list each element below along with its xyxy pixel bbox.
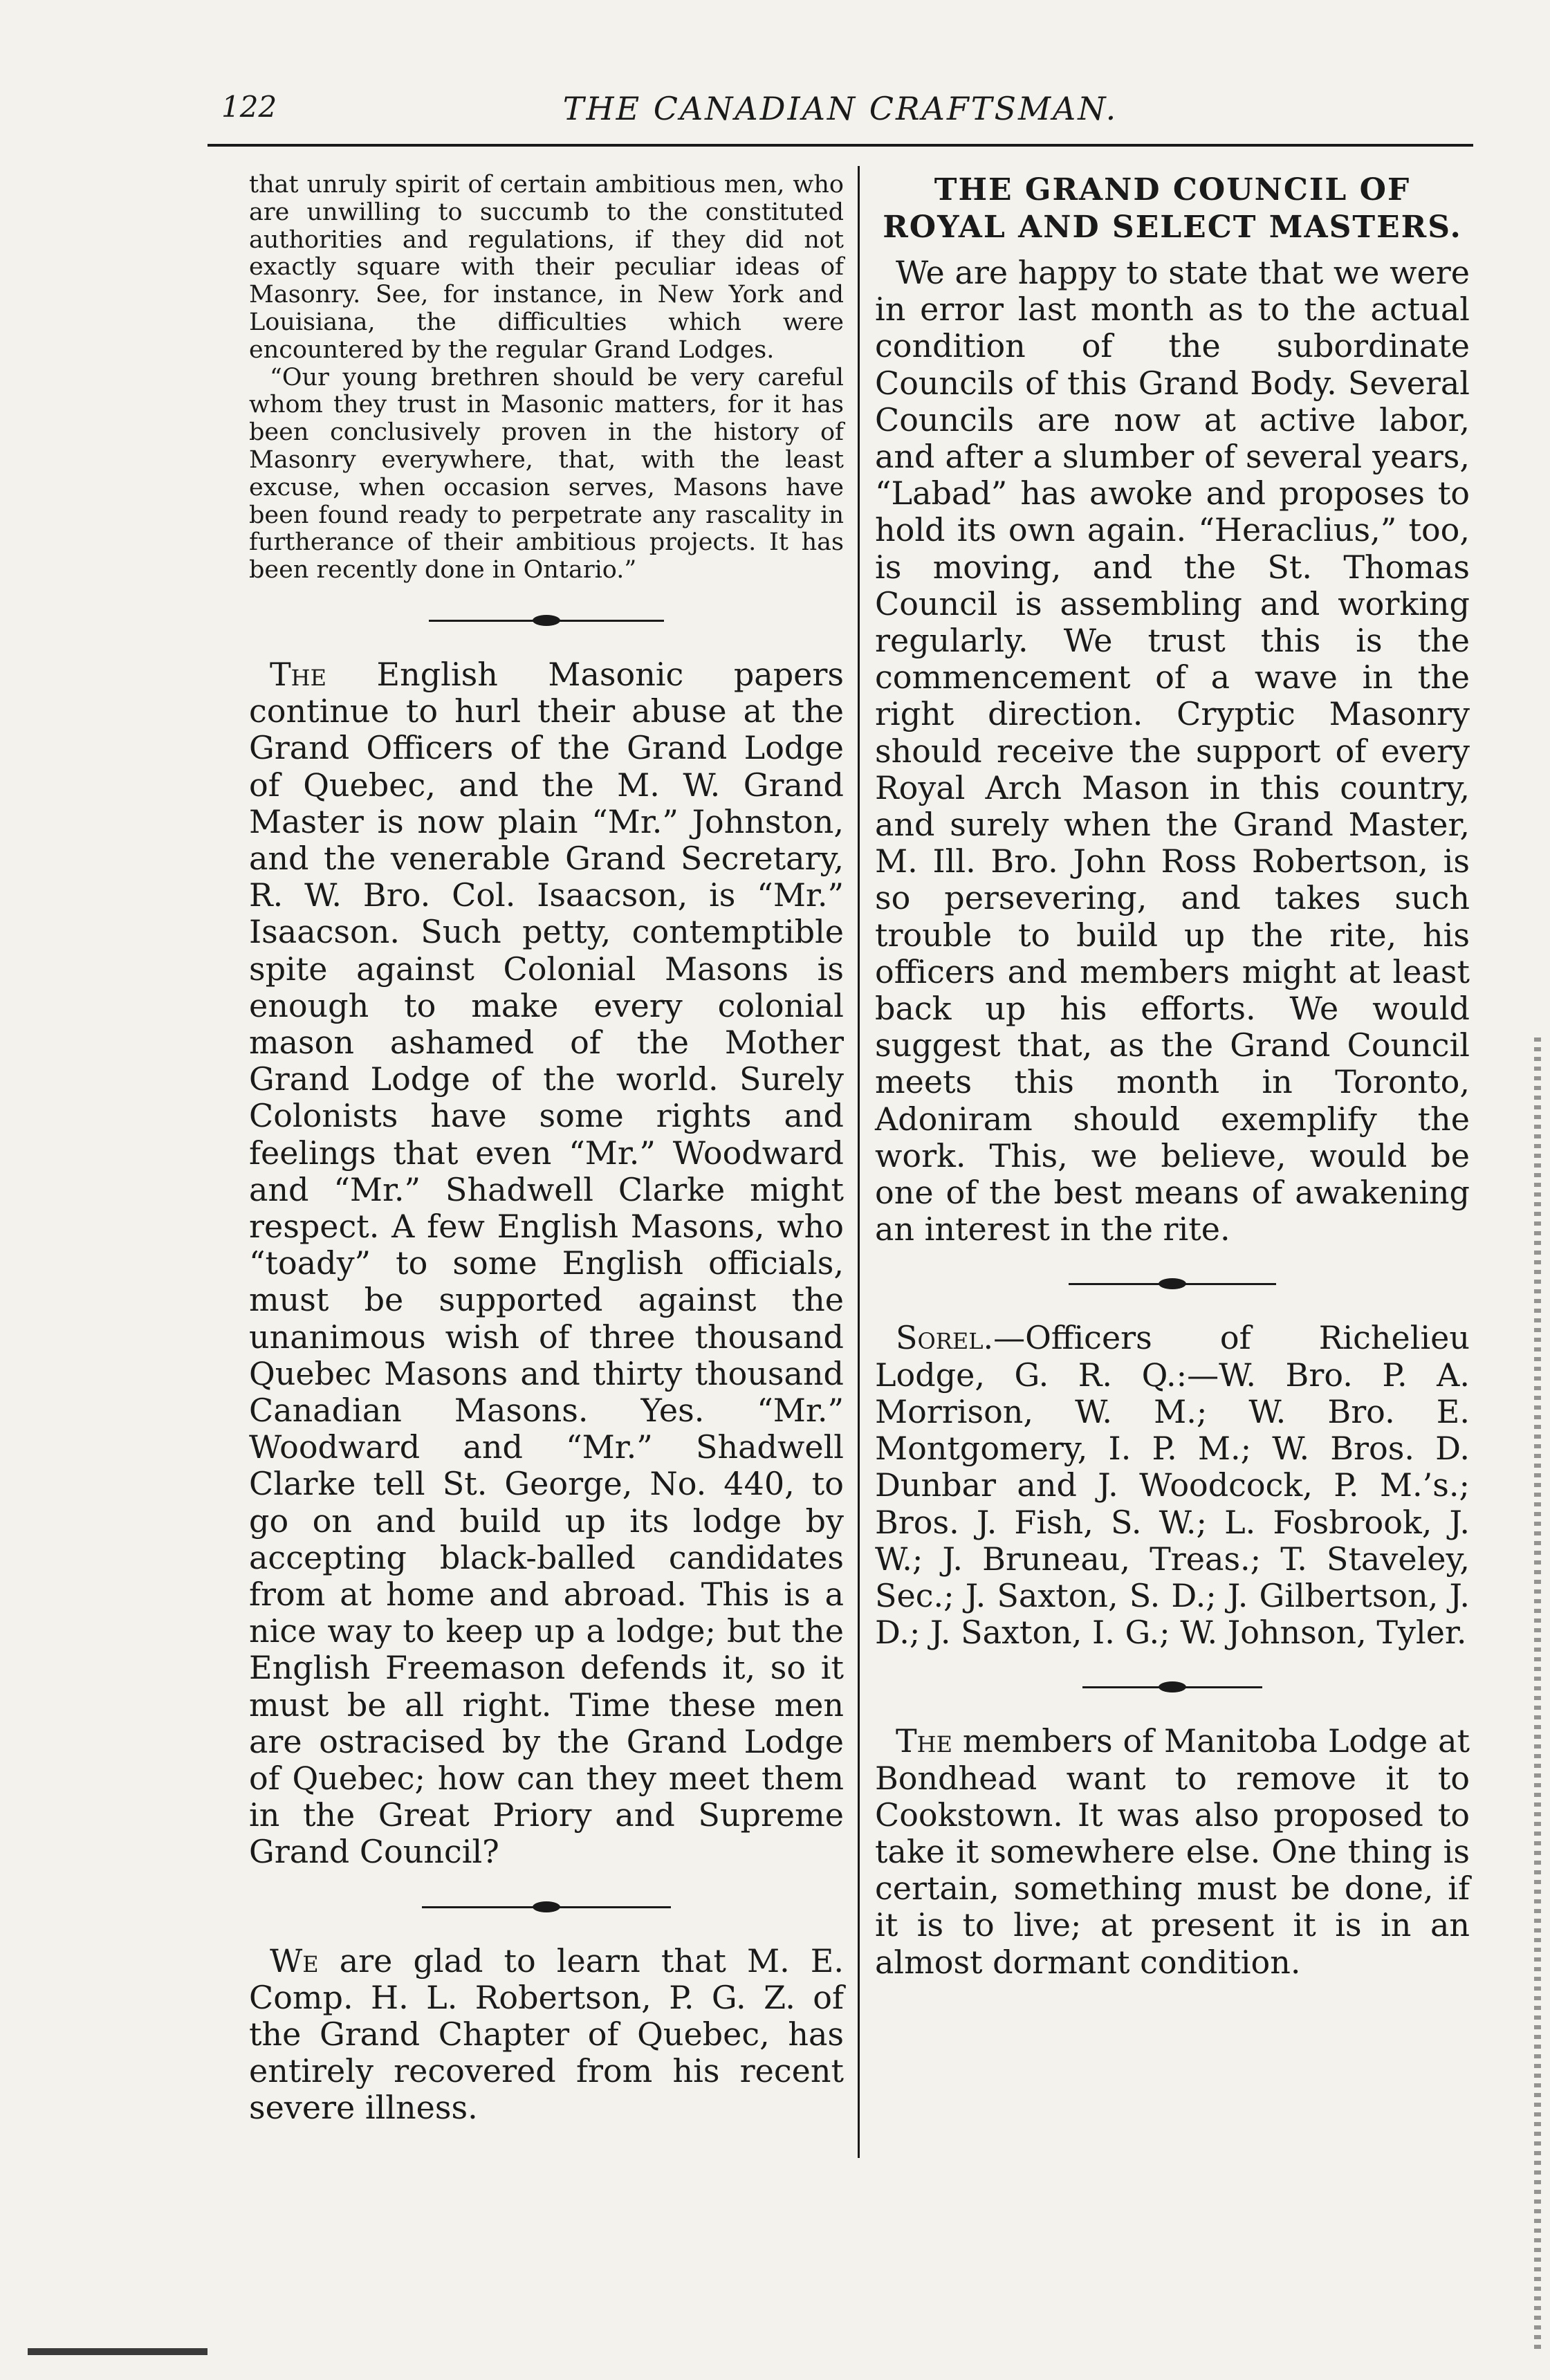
quoted-paragraph-2: “Our young brethren should be very careful whom they trust in Masonic matters, for it has been conclusively proven in the history of Masonry everywhere, that, with the least excuse, when occasion serves, Masons have been found ready to perpetrate any rascality in furtherance of their ambitious projects. It has been recently done in Ontario.”	[249, 363, 844, 584]
article-sorel-officers	[875, 1320, 1470, 1651]
article-robertson-recovery	[249, 1943, 844, 2127]
section-heading: THE GRAND COUNCIL OF ROYAL AND SELECT MASTERS.	[883, 172, 1462, 245]
ornament-divider	[422, 1899, 671, 1915]
ornament-divider	[1082, 1679, 1262, 1695]
header-rule	[207, 144, 1473, 147]
article-text: —Officers of Richelieu Lodge, G. R. Q.:—W. Bro. P. A. Morrison, W. M.; W. Bro. E. Montgomery, I. P. M.; W. Bros. D. Dunbar and J. Woodcock, P. M.’s.; Bros. J. Fish, S. W.; L. Fosbrook, J. W.; J. Bruneau, Treas.; T. Staveley, Sec.; J. Saxton, S. D.; J. Gilbertson, J. D.; J. Saxton, I. G.; W. Johnson, Tyler.	[875, 1319, 1470, 1652]
article-grand-council: We are happy to state that we were in error last month as to the actual condition of the subordinate Councils of this Grand Body. Several Councils are now at active labor, and after a slumber of several years, “Labad” has awoke and proposes to hold its own again. “Heraclius,” too, is moving, and the St. Thomas Council is assembling and working regularly. We trust this is the commencement of a wave in the right direction. Cryptic Masonry should receive the support of every Royal Arch Mason in this country, and surely when the Grand Master, M. Ill. Bro. John Ross Robertson, is so persevering, and takes such trouble to build up the rite, his officers and members might at least back up his efforts. We would suggest that, as the Grand Council meets this month in Toronto, Adoniram should exemplify the work. This, we believe, would be one of the best means of awakening an interest in the rite.	[875, 254, 1470, 1248]
lead-word: The	[270, 655, 326, 693]
scan-mark	[28, 2348, 207, 2355]
ornament-divider	[1069, 1275, 1276, 1292]
article-text: members of Manitoba Lodge at Bondhead want to remove it to Cookstown. It was also proposed to take it somewhere else. One thing is certain, something must be done, if it is to live; at present it is in an almost dormant condition.	[875, 1722, 1470, 1981]
scan-edge	[1534, 1037, 1541, 2352]
right-column	[875, 172, 1470, 1981]
page-number: 122	[221, 90, 277, 124]
page-header	[207, 76, 1473, 131]
lead-word: The	[896, 1722, 952, 1760]
article-text: English Masonic papers continue to hurl their abuse at the Grand Officers of the Grand Lodge of Quebec, and the M. W. Grand Master is now plain “Mr.” Johnston, and the venerable Grand Secretary, R. W. Bro. Col. Isaacson, is “Mr.” Isaacson. Such petty, contemptible spite against Colonial Masons is enough to make every colonial mason ashamed of the Mother Grand Lodge of the world. Surely Colonists have some rights and feelings that even “Mr.” Woodward and “Mr.” Shadwell Clarke might respect. A few English Masons, who “toady” to some English officials, must be supported against the unanimous wish of three thousand Quebec Masons and thirty thousand Canadian Masons. Yes. “Mr.” Woodward and “Mr.” Shadwell Clarke tell St. George, No. 440, to go on and build up its lodge by accepting black-balled candidates from at home and abroad. This is a nice way to keep up a lodge; but the English Freemason defends it, so it must be all right. Time these men are ostracised by the Grand Lodge of Quebec; how can they meet them in the Great Priory and Supreme Grand Council?	[249, 655, 844, 1871]
running-title: THE CANADIAN CRAFTSMAN.	[562, 90, 1118, 127]
article-text: are glad to learn that M. E. Comp. H. L. Robertson, P. G. Z. of the Grand Chapter of Quebec, has entirely recovered from his recent severe illness.	[249, 1941, 844, 2127]
article-manitoba-lodge	[875, 1723, 1470, 1980]
left-column	[249, 172, 844, 2127]
quoted-paragraph-1: that unruly spirit of certain ambitious men, who are unwilling to succumb to the constituted authorities and regulations, if they did not exactly square with their peculiar ideas of Masonry. See, for instance, in New York and Louisiana, the difficulties which were encountered by the regular Grand Lodges.	[249, 171, 844, 364]
ornament-divider	[429, 612, 664, 629]
column-divider	[858, 166, 860, 2158]
article-english-masonic-papers	[249, 656, 844, 1871]
lead-word: Sorel.	[896, 1319, 994, 1357]
lead-word: We	[270, 1941, 319, 1980]
